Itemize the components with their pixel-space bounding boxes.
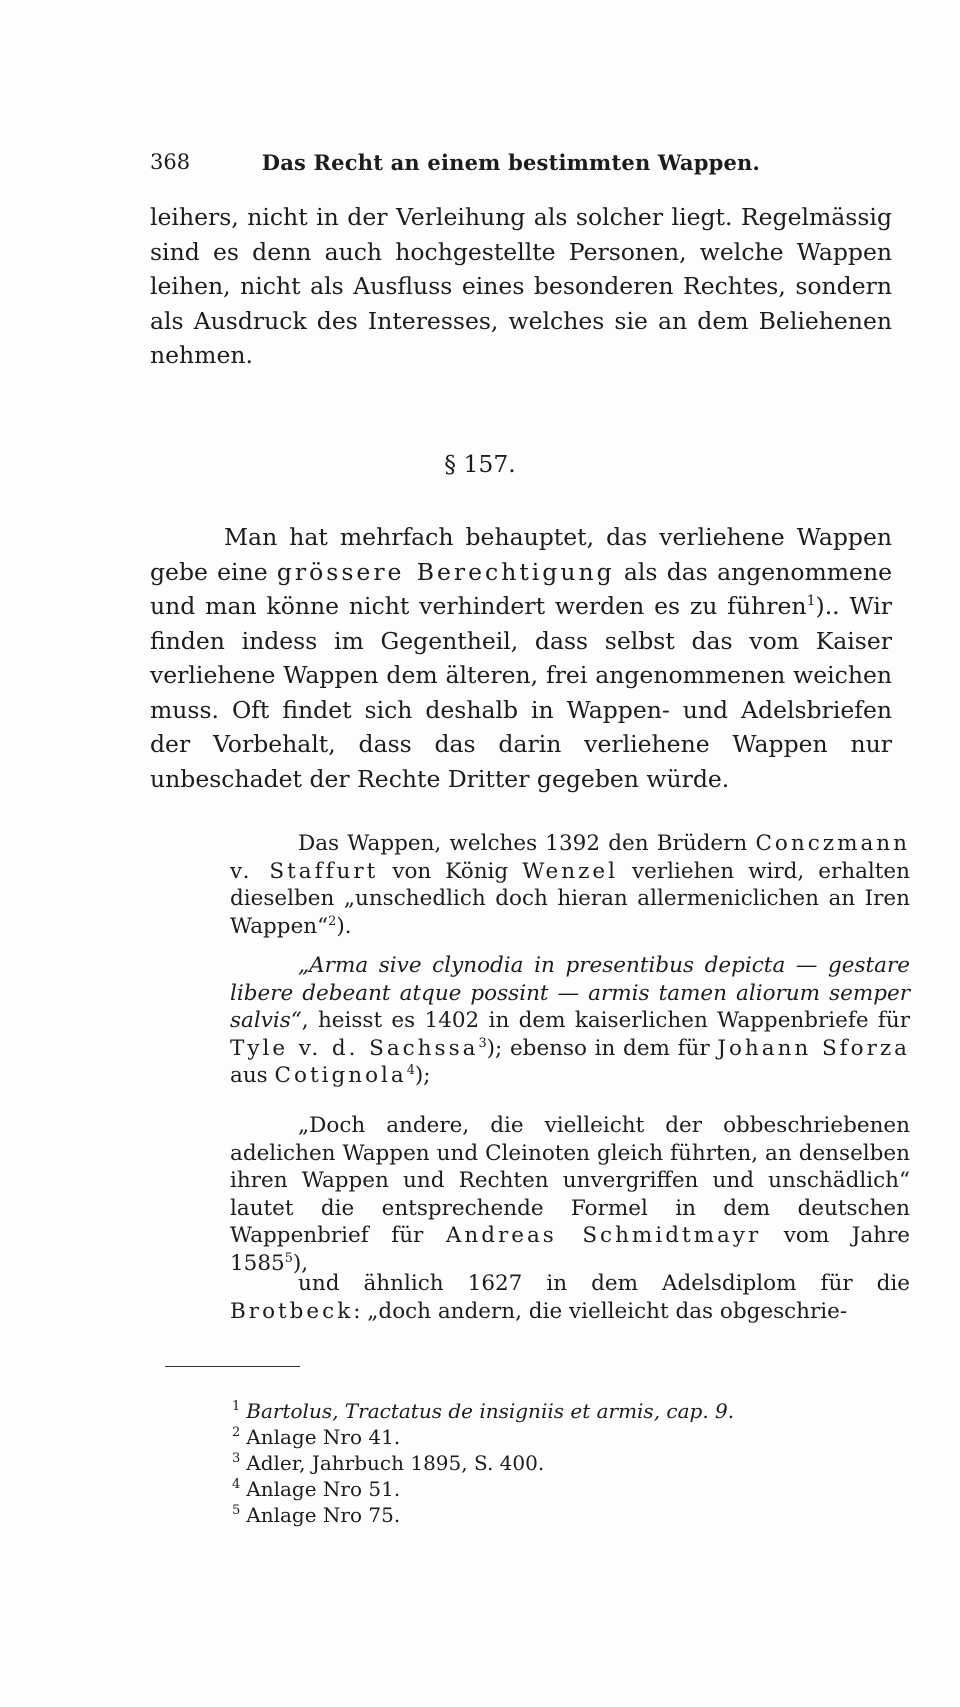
paragraph-1	[150, 200, 892, 373]
quote-3	[230, 1112, 910, 1277]
spaced-emphasis: grössere Berechtigung	[276, 557, 615, 586]
footnote-ref-2[interactable]: 2	[328, 913, 337, 929]
quote-4	[230, 1270, 910, 1325]
quote-4-text: und ähnlich 1627 in dem Adelsdiplom für die	[298, 1271, 910, 1296]
footnote-mark: 5	[232, 1503, 241, 1519]
quote-1-text: ).	[336, 913, 352, 939]
footnote-mark: 4	[232, 1477, 241, 1493]
paragraph-2	[150, 520, 892, 796]
spaced-name: Wenzel	[522, 858, 619, 884]
paragraph-2-text: als das angenommene und man könne nicht verhindert werden es zu führen	[150, 557, 892, 620]
quote-2-text: );	[414, 1063, 431, 1088]
running-title: Das Recht an einem bestimmten Wappen.	[261, 150, 760, 175]
footnote-3	[232, 1450, 872, 1476]
footnote-mark: 3	[232, 1451, 241, 1467]
footnote-5	[232, 1502, 872, 1528]
quote-2	[230, 952, 910, 1090]
quote-4-text: : „doch andern, die vielleicht das obgeschrie-	[353, 1298, 848, 1324]
quote-2-text: , heisst es 1402 in dem kaiserlichen Wappenbriefe für	[301, 1008, 910, 1033]
paragraph-2-text: ).. Wir finden indess im Gegentheil, dass selbst das vom Kaiser verliehene Wappen dem älteren, frei angenommenen weichen muss. Oft findet sich deshalb in Wappen- und Adelsbriefen der Vorbehalt, dass das darin verliehene Wappen nur unbeschadet der Rechte Dritter gegeben würde.	[150, 592, 892, 793]
paragraph-2-text: Man hat mehrfach behauptet, das verliehene Wappen gebe eine	[150, 523, 892, 586]
footnote-text: Bartolus, Tractatus de insigniis et armis, cap. 9.	[246, 1399, 735, 1423]
section-heading: § 157.	[444, 450, 516, 478]
footnote-text: Anlage Nro 41.	[246, 1425, 401, 1449]
quote-1	[230, 830, 910, 940]
page-header	[150, 150, 760, 175]
quote-1-text: verliehen wird, erhalten dieselben „unschedlich doch hieran allermeniclichen an Iren Wappen“	[230, 858, 910, 939]
paragraph-1-text: leihers, nicht in der Verleihung als solcher liegt. Regelmässig sind es denn auch hochgestellte Personen, welche Wappen leihen, nicht als Ausfluss eines besonderen Rechtes, sondern als Ausdruck des Interesses, welches sie an dem Beliehenen nehmen.	[150, 203, 892, 369]
footnote-ref-5[interactable]: 5	[284, 1250, 293, 1266]
footnote-text: Adler, Jahrbuch 1895, S. 400.	[246, 1451, 545, 1475]
latin-quote: „Arma sive clynodia in presentibus depicta — gestare libere debeant atque possint — armis tamen aliorum semper salvis“	[230, 953, 910, 1033]
footnote-2	[232, 1424, 872, 1450]
quote-2-text: aus	[230, 1063, 275, 1088]
footnote-text: Anlage Nro 51.	[246, 1477, 401, 1501]
spaced-name: Brotbeck	[230, 1298, 354, 1324]
spaced-name: Conczmann v. Staffurt	[230, 831, 910, 884]
quote-3-text: vom Jahre 1585	[230, 1223, 910, 1276]
footnotes	[232, 1398, 872, 1528]
quote-3-text: ),	[292, 1250, 309, 1276]
footnote-divider	[165, 1366, 300, 1367]
footnote-ref-3[interactable]: 3	[478, 1035, 487, 1051]
footnote-4	[232, 1476, 872, 1502]
quote-3-text: „Doch andere, die vielleicht der obbeschriebenen adelichen Wappen und Cleinoten gleich führten, an denselben ihren Wappen und Rechten unvergriffen und unschädlich“ lautet die entsprechende Formel in dem deutschen Wappenbrief für	[230, 1113, 910, 1248]
spaced-name: Johann Sforza	[717, 1035, 911, 1061]
footnote-text: Anlage Nro 75.	[246, 1503, 401, 1527]
spaced-name: Andreas Schmidtmayr	[445, 1223, 762, 1248]
spaced-name: Cotignola	[274, 1063, 407, 1088]
footnote-mark: 1	[232, 1399, 241, 1415]
quote-2-text: ); ebenso in dem für	[486, 1035, 718, 1061]
quote-1-text: Das Wappen, welches 1392 den Brüdern	[298, 831, 756, 856]
spaced-name: Tyle v. d. Sachssa	[230, 1035, 479, 1061]
footnote-ref-4[interactable]: 4	[406, 1062, 415, 1078]
quote-1-text: von König	[378, 858, 523, 884]
page-number: 368	[150, 150, 191, 174]
footnote-ref-1[interactable]: 1	[806, 593, 816, 610]
footnote-1	[232, 1398, 872, 1424]
footnote-mark: 2	[232, 1425, 241, 1441]
